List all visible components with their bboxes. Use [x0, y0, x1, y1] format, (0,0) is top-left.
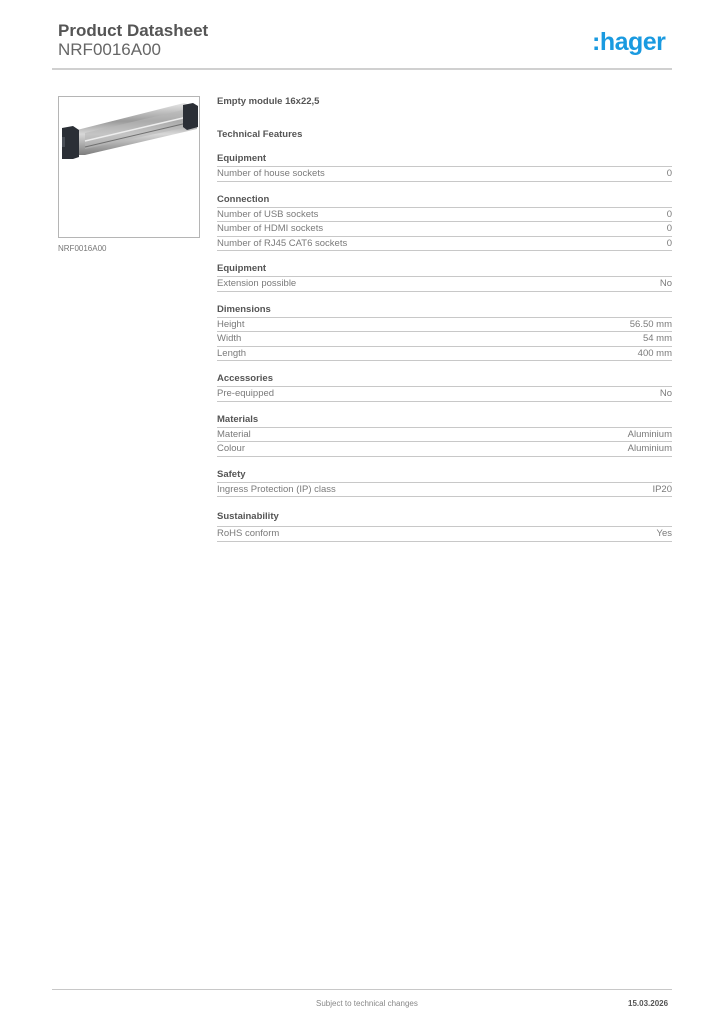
feature-value: Aluminium — [627, 443, 672, 454]
feature-value: IP20 — [652, 483, 672, 495]
feature-value: 54 mm — [642, 333, 672, 344]
feature-value: No — [659, 388, 672, 399]
feature-group-equipment — [217, 153, 672, 182]
datasheet-content — [217, 96, 672, 542]
feature-label: Number of RJ45 CAT6 sockets — [217, 237, 348, 249]
feature-label: Width — [217, 333, 242, 344]
feature-label: Pre-equipped — [217, 388, 275, 399]
feature-value: 0 — [666, 168, 672, 179]
feature-value: Aluminium — [627, 428, 672, 440]
feature-row — [217, 527, 672, 542]
feature-value: 0 — [666, 237, 672, 249]
feature-row — [217, 167, 672, 182]
feature-label: Ingress Protection (IP) class — [217, 483, 336, 495]
feature-value: 400 mm — [637, 347, 672, 359]
feature-group-sustainability — [217, 511, 672, 542]
image-caption: NRF0016A00 — [58, 244, 107, 253]
feature-value: No — [659, 278, 672, 289]
feature-label: Number of HDMI sockets — [217, 223, 324, 234]
section-title: Technical Features — [217, 129, 303, 140]
group-title: Materials — [217, 414, 672, 428]
group-title: Connection — [217, 194, 672, 208]
product-name: Empty module 16x22,5 — [217, 96, 320, 107]
feature-value: 56.50 mm — [629, 318, 672, 330]
group-title: Equipment — [217, 153, 672, 167]
header-divider — [52, 68, 672, 70]
hager-logo: :hager — [592, 28, 666, 56]
feature-group-connection — [217, 194, 672, 252]
page-title: Product Datasheet — [58, 21, 209, 40]
feature-group-equipment-extension — [217, 263, 672, 292]
group-title: Sustainability — [217, 511, 672, 527]
feature-row — [217, 332, 672, 347]
feature-label: Height — [217, 318, 245, 330]
feature-row — [217, 442, 672, 457]
feature-label: Length — [217, 347, 247, 359]
footer-date: 15.03.2026 — [628, 999, 669, 1008]
feature-row — [217, 428, 672, 443]
feature-row — [217, 347, 672, 362]
feature-group-accessories — [217, 373, 672, 402]
group-title: Dimensions — [217, 304, 672, 318]
feature-label: Material — [217, 428, 251, 440]
footer-divider — [52, 989, 672, 990]
feature-label: RoHS conform — [217, 528, 280, 539]
feature-row — [217, 483, 672, 498]
feature-label: Number of house sockets — [217, 168, 325, 179]
feature-group-safety — [217, 469, 672, 498]
feature-value: Yes — [656, 528, 672, 539]
feature-label: Number of USB sockets — [217, 208, 319, 220]
group-title: Accessories — [217, 373, 672, 387]
feature-row — [217, 387, 672, 402]
feature-value: 0 — [666, 208, 672, 220]
feature-row — [217, 222, 672, 237]
footer-note: Subject to technical changes — [316, 999, 418, 1008]
feature-label: Extension possible — [217, 278, 297, 289]
group-title: Equipment — [217, 263, 672, 277]
feature-group-materials — [217, 414, 672, 457]
feature-row — [217, 208, 672, 223]
aluminium-trunking-module-icon — [59, 97, 199, 237]
feature-value: 0 — [666, 223, 672, 234]
product-code: NRF0016A00 — [58, 40, 162, 59]
feature-group-dimensions — [217, 304, 672, 362]
feature-row — [217, 277, 672, 292]
feature-row — [217, 237, 672, 252]
feature-row — [217, 318, 672, 333]
feature-label: Colour — [217, 443, 245, 454]
product-image — [58, 96, 200, 238]
group-title: Safety — [217, 469, 672, 483]
